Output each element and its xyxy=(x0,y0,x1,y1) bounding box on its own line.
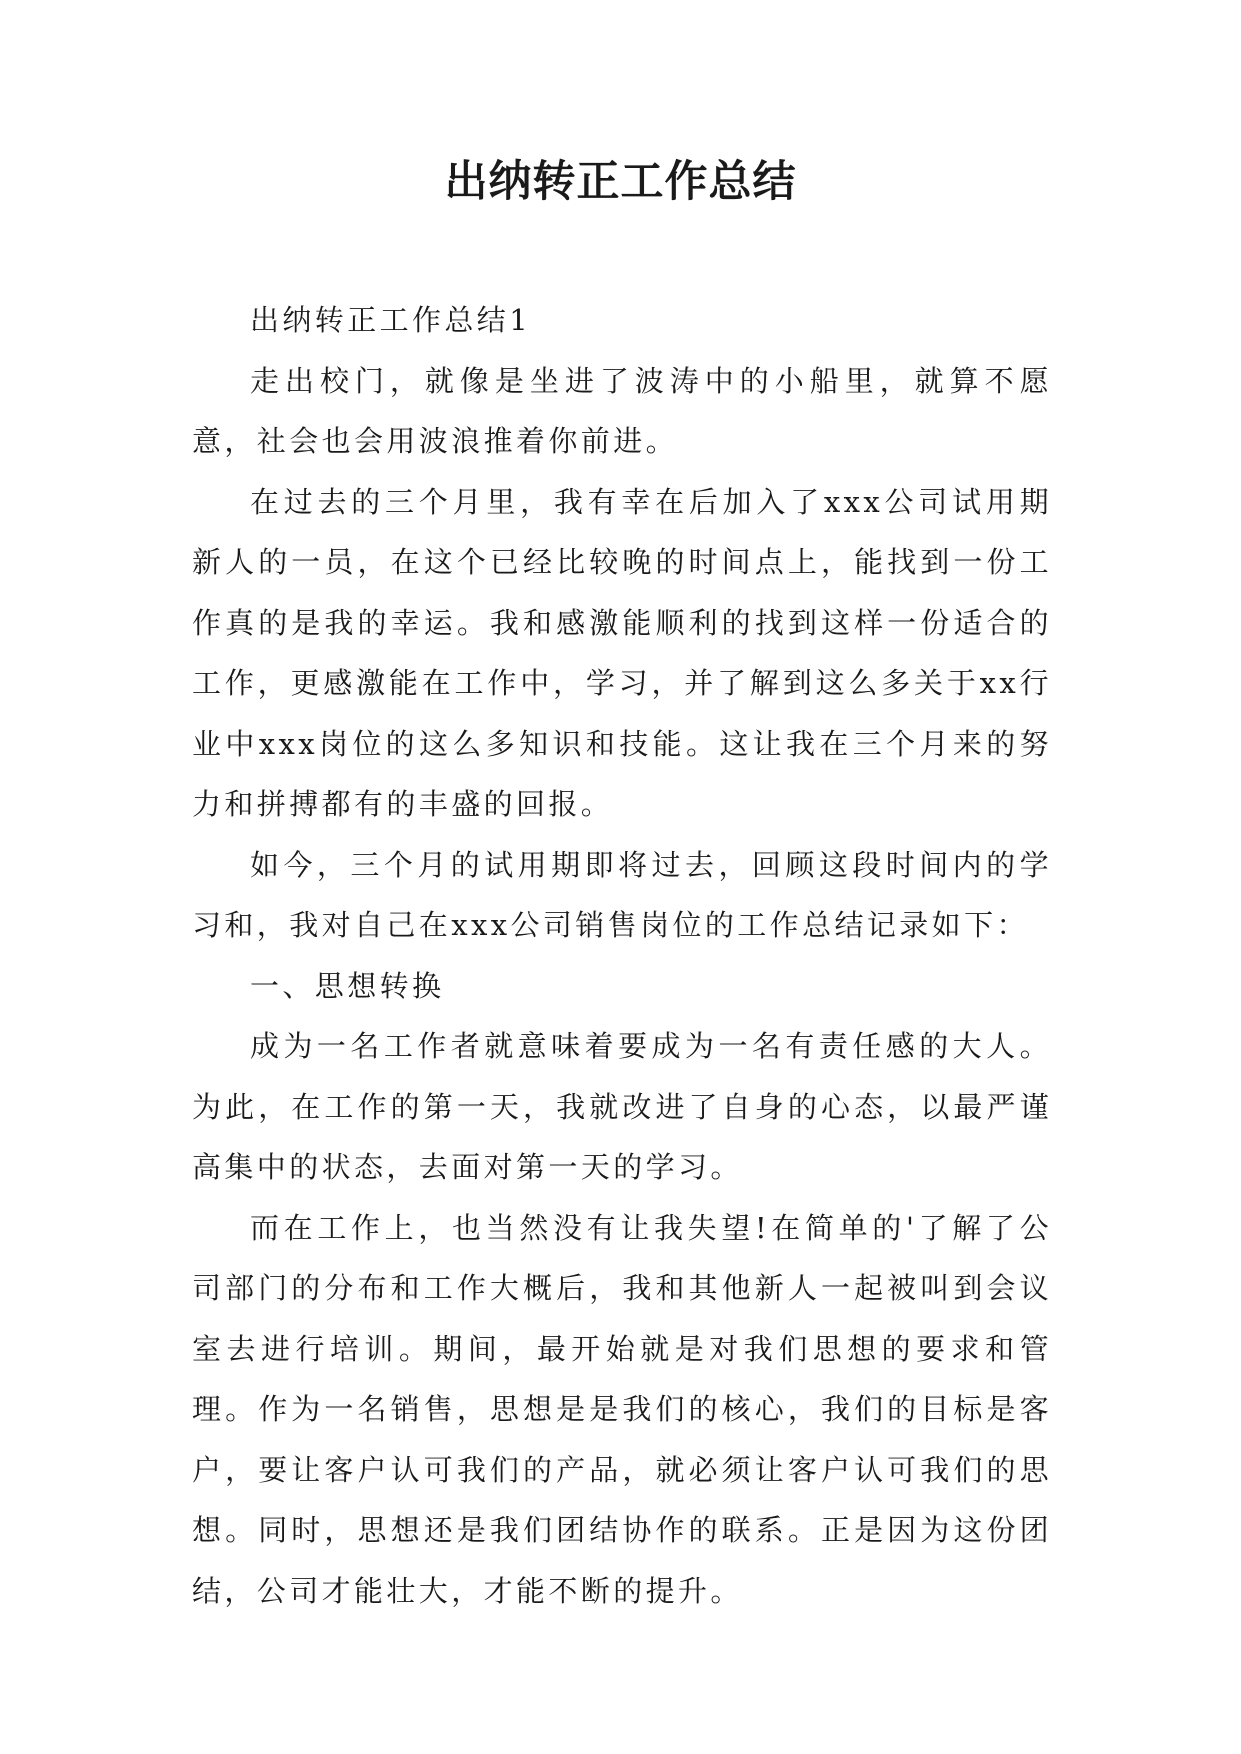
section-heading-1: 出纳转正工作总结1 xyxy=(250,303,532,337)
document-title: 出纳转正工作总结 xyxy=(444,157,797,207)
document-body xyxy=(192,290,1052,1621)
paragraph-4: 成为一名工作者就意味着要成为一名有责任感的大人。为此，在工作的第一天，我就改进了自身的心态，以最严谨高集中的状态，去面对第一天的学习。 xyxy=(192,1029,1052,1184)
paragraph-5: 而在工作上，也当然没有让我失望!在简单的'了解了公司部门的分布和工作大概后，我和其他新人一起被叫到会议室去进行培训。期间，最开始就是对我们思想的要求和管理。作为一名销售，思想是是我们的核心，我们的目标是客户，要让客户认可我们的产品，就必须让客户认可我们的思想。同时，思想还是我们团结协作的联系。正是因为这份团结，公司才能壮大，才能不断的提升。 xyxy=(192,1210,1052,1608)
paragraph-2: 在过去的三个月里，我有幸在后加入了xxx公司试用期新人的一员，在这个已经比较晚的时间点上，能找到一份工作真的是我的幸运。我和感激能顺利的找到这样一份适合的工作，更感激能在工作中，学习，并了解到这么多关于xx行业中xxx岗位的这么多知识和技能。这让我在三个月来的努力和拼搏都有的丰盛的回报。 xyxy=(192,484,1052,821)
paragraph-1: 走出校门，就像是坐进了波涛中的小船里，就算不愿意，社会也会用波浪推着你前进。 xyxy=(192,363,1052,458)
section-heading-thought-change: 一、思想转换 xyxy=(250,968,445,1003)
paragraph-3: 如今，三个月的试用期即将过去，回顾这段时间内的学习和，我对自己在xxx公司销售岗位的工作总结记录如下： xyxy=(192,847,1052,942)
